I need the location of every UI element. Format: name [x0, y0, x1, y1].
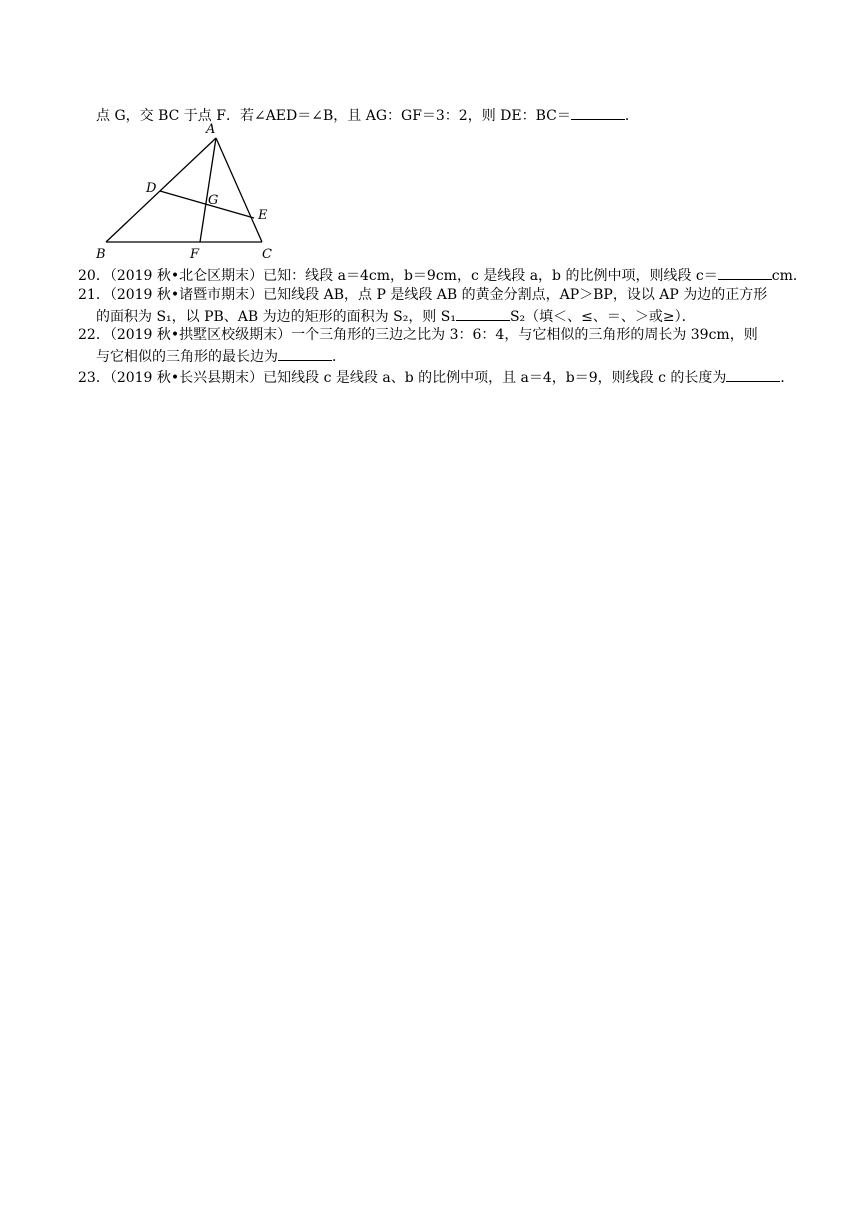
- label-f: F: [190, 247, 200, 262]
- label-c: C: [262, 247, 272, 262]
- question-23: 23．（2019 秋•长兴县期末）已知线段 c 是线段 a、b 的比例中项，且 a＝4，b＝9，则线段 c 的长度为 ．: [78, 367, 794, 387]
- answer-blank[interactable]: [718, 265, 772, 280]
- answer-blank[interactable]: [456, 306, 510, 321]
- triangle-diagram: [92, 118, 284, 264]
- question-21-text: 21．（2019 秋•诸暨市期末）已知线段 AB，点 P 是线段 AB 的黄金分割点，AP＞BP，设以 AP 为边的正方形: [78, 287, 768, 303]
- question-22-text: 22．（2019 秋•拱墅区校级期末）一个三角形的三边之比为 3：6：4，与它相似的三角形的周长为 39cm，则: [78, 327, 758, 343]
- label-d: D: [146, 181, 157, 196]
- answer-blank[interactable]: [571, 105, 625, 120]
- question-23-text: 23．（2019 秋•长兴县期末）已知线段 c 是线段 a、b 的比例中项，且 a＝4，b＝9，则线段 c 的长度为: [78, 370, 727, 386]
- question-19-tail: 点 G，交 BC 于点 F．若∠AED＝∠B，且 AG：GF＝3：2，则 DE：BC＝ ．: [96, 105, 639, 125]
- answer-blank[interactable]: [278, 346, 332, 361]
- label-b: B: [96, 247, 106, 262]
- triangle-figure: [92, 118, 284, 264]
- label-a: A: [206, 122, 216, 137]
- segment-af: [200, 138, 219, 242]
- answer-blank[interactable]: [726, 367, 780, 382]
- question-22: [78, 326, 758, 344]
- question-20-text: 20．（2019 秋•北仑区期末）已知：线段 a＝4cm，b＝9cm，c 是线段 a，b 的比例中项，则线段 c＝: [78, 268, 718, 284]
- segment-ab: [106, 138, 219, 242]
- question-22-continued: 与它相似的三角形的最长边为 ．: [96, 346, 346, 366]
- label-e: E: [258, 208, 268, 223]
- label-g: G: [208, 193, 219, 208]
- question-21: [78, 286, 767, 304]
- question-21-continued: 的面积为 S₁，以 PB、AB 为边的矩形的面积为 S₂，则 S₁ S₂（填＜、≤、＝、＞或≥）．: [96, 306, 696, 326]
- question-20: 20．（2019 秋•北仑区期末）已知：线段 a＝4cm，b＝9cm，c 是线段 a，b 的比例中项，则线段 c＝ cm．: [78, 265, 807, 285]
- segment-ac: [216, 138, 262, 242]
- question-19-text: 点 G，交 BC 于点 F．若∠AED＝∠B，且 AG：GF＝3：2，则 DE：BC＝: [96, 108, 571, 124]
